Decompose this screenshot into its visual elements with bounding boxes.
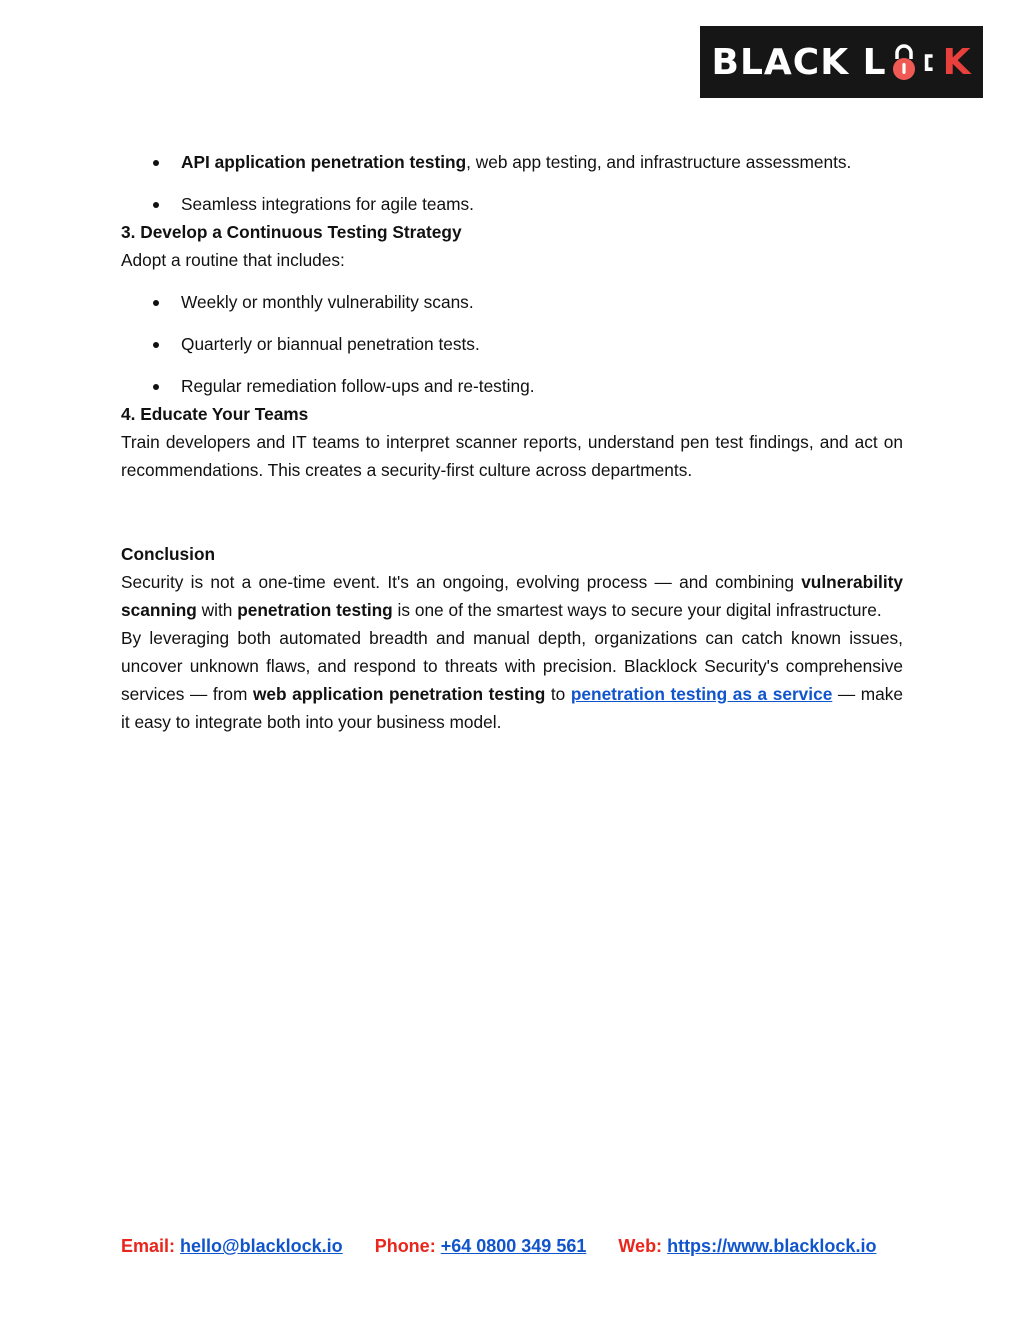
list-item: Seamless integrations for agile teams. — [121, 190, 903, 218]
paragraph: Adopt a routine that includes: — [121, 250, 345, 270]
section-heading: 3. Develop a Continuous Testing Strategy — [121, 222, 462, 242]
padlock-icon — [889, 42, 919, 82]
web-label: Web: — [618, 1236, 663, 1256]
paragraph: Train developers and IT teams to interpret scanner reports, understand pen test findings, and act on recommendations. This creates a security-first culture across departments. — [121, 432, 903, 480]
section-heading: 4. Educate Your Teams — [121, 404, 309, 424]
c-bracket-icon — [923, 42, 941, 82]
list-item: Regular remediation follow-ups and re-testing. — [121, 372, 903, 400]
phone-link[interactable]: +64 0800 349 561 — [440, 1236, 587, 1256]
website-link[interactable]: https://www.blacklock.io — [667, 1236, 877, 1256]
footer-contact — [121, 1236, 876, 1257]
document-body — [121, 148, 903, 736]
phone-label: Phone: — [374, 1236, 436, 1256]
logo-wordmark: BLACK L K — [711, 41, 972, 83]
blacklock-logo — [700, 26, 983, 98]
section-heading: Conclusion — [121, 544, 216, 564]
email-label: Email: — [121, 1236, 176, 1256]
list-item: Weekly or monthly vulnerability scans. — [121, 288, 903, 316]
paragraph: By leveraging both automated breadth and manual depth, organizations can catch known issues, uncover unknown flaws, and respond to threats with precision. Blacklock Security's comprehensive services — from web application penetration testing to penetration testing as a service — make it easy to integrate both into your business model. — [121, 628, 904, 732]
paragraph: Security is not a one-time event. It's an ongoing, evolving process — and combining vulnerability scanning with penetration testing is one of the smartest ways to secure your digital infrastructure. — [121, 572, 903, 620]
pentest-as-a-service-link[interactable]: penetration testing as a service — [570, 684, 833, 704]
list-item: API application penetration testing, web app testing, and infrastructure assessments. — [121, 148, 903, 176]
email-link[interactable]: hello@blacklock.io — [180, 1236, 343, 1256]
list-item: Quarterly or biannual penetration tests. — [121, 330, 903, 358]
